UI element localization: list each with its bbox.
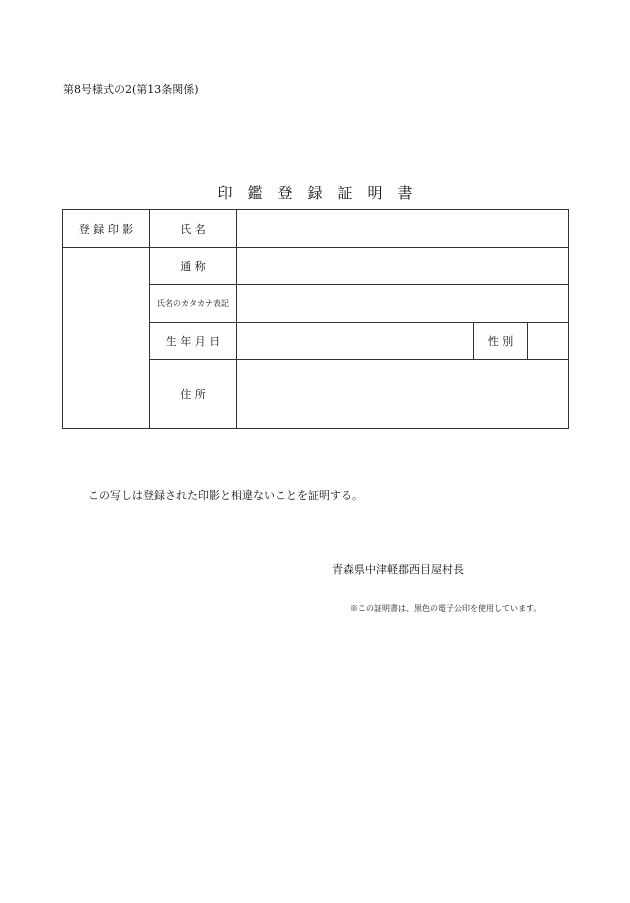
document-title: 印 鑑 登 録 証 明 書 bbox=[217, 184, 413, 202]
table-row-alias bbox=[63, 248, 569, 285]
table-row-name bbox=[63, 210, 569, 248]
declaration-text: この写しは登録された印影と相違ないことを証明する。 bbox=[88, 489, 363, 502]
form-number: 第8号様式の2(第13条関係) bbox=[63, 83, 199, 96]
address-value-cell bbox=[237, 360, 569, 429]
footnote: ※この証明書は、黒色の電子公印を使用しています。 bbox=[350, 604, 542, 613]
seal-impression-area bbox=[63, 248, 150, 429]
certificate-table bbox=[62, 209, 569, 429]
katakana-value-cell bbox=[237, 285, 569, 323]
katakana-label: 氏名のカタカナ表記 bbox=[150, 285, 237, 323]
alias-value-cell bbox=[237, 248, 569, 285]
name-value-cell bbox=[237, 210, 569, 248]
alias-label: 通 称 bbox=[150, 248, 237, 285]
name-label: 氏 名 bbox=[150, 210, 237, 248]
birthdate-value-cell bbox=[237, 323, 474, 360]
address-label: 住 所 bbox=[150, 360, 237, 429]
seal-label: 登 録 印 影 bbox=[63, 210, 150, 248]
birthdate-label: 生 年 月 日 bbox=[150, 323, 237, 360]
sex-value-cell bbox=[528, 323, 569, 360]
sex-label: 性 別 bbox=[474, 323, 528, 360]
issuer-name: 青森県中津軽郡西目屋村長 bbox=[332, 563, 464, 576]
